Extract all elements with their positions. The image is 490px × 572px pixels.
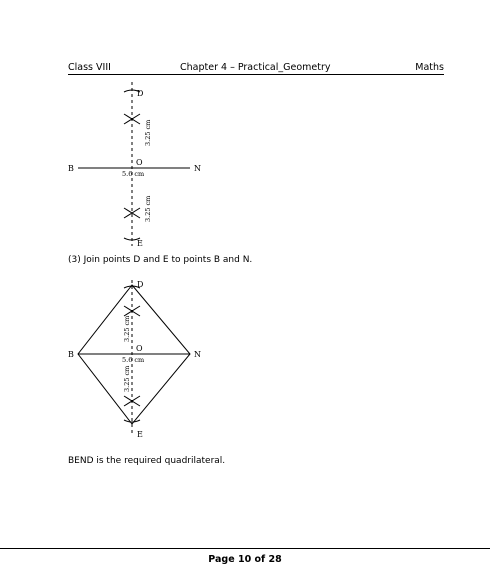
arc-mark-upper-2 [124, 306, 140, 316]
lower-length-label-2: 3.25 cm [123, 365, 131, 392]
base-length-label-2: 5.6 cm [122, 356, 145, 364]
label-o: O [136, 158, 143, 167]
label-b: B [68, 164, 74, 173]
lower-length-label: 3.25 cm [144, 195, 152, 222]
label-n-2: N [194, 350, 201, 359]
footer-divider [0, 548, 490, 549]
label-d: D [137, 89, 144, 98]
base-length-label: 5.6 cm [122, 170, 145, 178]
label-e-2: E [137, 430, 143, 439]
label-b-2: B [68, 350, 74, 359]
page-number: Page 10 of 28 [208, 554, 282, 565]
conclusion-text: BEND is the required quadrilateral. [68, 456, 226, 466]
upper-length-label-2: 3.25 cm [123, 315, 131, 342]
class-label: Class VIII [68, 62, 111, 73]
label-e: E [137, 239, 143, 248]
chapter-title: Chapter 4 – Practical_Geometry [180, 62, 331, 73]
subject-label: Maths [415, 62, 444, 73]
arc-mark-lower-2 [124, 396, 140, 406]
label-o-2: O [136, 344, 143, 353]
label-d-2: D [137, 280, 144, 289]
upper-length-label: 3.25 cm [144, 119, 152, 146]
label-n: N [194, 164, 201, 173]
step-3-text: (3) Join points D and E to points B and N. [68, 255, 253, 265]
